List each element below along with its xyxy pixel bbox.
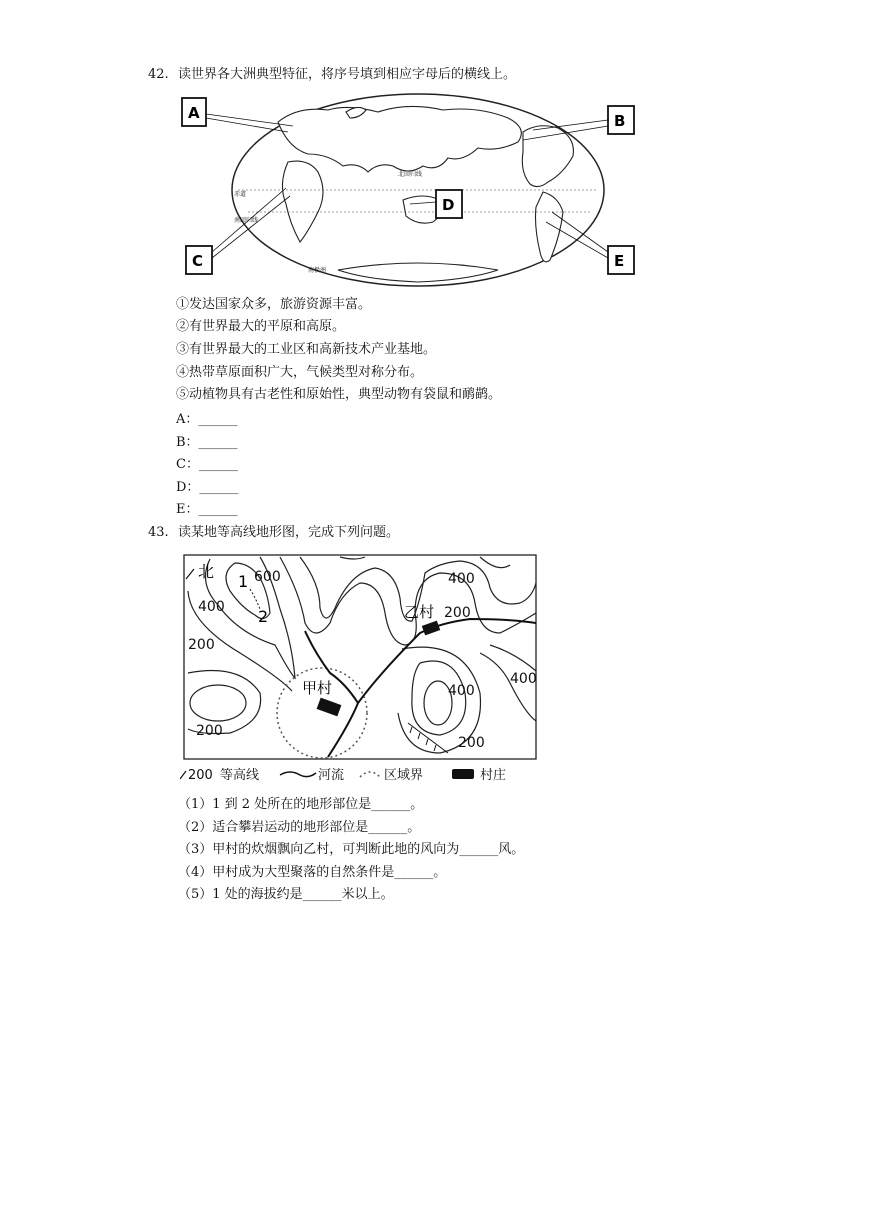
world-map-figure [178, 92, 640, 288]
map-label-e: E [614, 252, 625, 270]
legend-boundary-label: 区域界 [384, 768, 424, 783]
legend-village-label: 村庄 [480, 768, 507, 783]
answer-e[interactable]: E：______ [176, 502, 238, 517]
q43-sub-2[interactable]: （2）适合攀岩运动的地形部位是______。 [178, 820, 421, 835]
q43-sub-4[interactable]: （4）甲村成为大型聚落的自然条件是______。 [178, 865, 447, 880]
tropic-n-label: 北回归线 [398, 171, 423, 178]
contour-200-se: 200 [458, 735, 485, 751]
equator-label: 赤道 [234, 191, 247, 198]
answer-a[interactable]: A：______ [176, 412, 238, 427]
q43-prompt: 读某地等高线地形图，完成下列问题。 [178, 525, 400, 540]
tropic-s-label: 南回归线 [234, 217, 259, 224]
answer-c[interactable]: C：______ [176, 457, 238, 472]
contour-200-sw: 200 [196, 723, 223, 739]
answer-b[interactable]: B：______ [176, 435, 238, 450]
village-jia-label: 甲村 [302, 679, 333, 697]
feature-2: ②有世界最大的平原和高原。 [176, 319, 346, 334]
contour-400-se: 400 [448, 683, 475, 699]
feature-3: ③有世界最大的工业区和高新技术产业基地。 [176, 342, 437, 357]
contour-200-ne: 200 [444, 605, 471, 621]
q43-sub-5[interactable]: （5）1 处的海拔约是______米以上。 [178, 887, 394, 902]
point-1-label: 1 [238, 572, 249, 591]
legend-river-label: 河流 [318, 768, 345, 783]
contour-400-nw: 400 [198, 599, 225, 615]
map-label-c: C [192, 252, 204, 270]
feature-1: ①发达国家众多，旅游资源丰富。 [176, 297, 372, 312]
contour-600: 600 [254, 569, 281, 585]
q43-number: 43. [148, 525, 169, 540]
point-2-label: 2 [258, 607, 269, 626]
contour-400-ne: 400 [448, 571, 475, 587]
q43-sub-3[interactable]: （3）甲村的炊烟飘向乙村，可判断此地的风向为______风。 [178, 842, 525, 857]
contour-map-figure [180, 553, 542, 789]
village-yi-label: 乙村 [404, 603, 435, 621]
map-label-d: D [442, 196, 455, 214]
legend-contour-label: 等高线 [220, 768, 260, 783]
north-label: 北 [198, 562, 215, 581]
feature-4: ④热带草原面积广大，气候类型对称分布。 [176, 365, 424, 380]
map-label-b: B [614, 112, 626, 130]
answer-d[interactable]: D：______ [176, 480, 239, 495]
contour-200-w: 200 [188, 637, 215, 653]
q42-prompt: 读世界各大洲典型特征，将序号填到相应字母后的横线上。 [178, 67, 517, 82]
map-label-a: A [188, 104, 200, 122]
feature-5: ⑤动植物具有古老性和原始性，典型动物有袋鼠和鸸鹋。 [176, 387, 502, 402]
q43-sub-1[interactable]: （1）1 到 2 处所在的地形部位是______。 [178, 797, 424, 812]
contour-400-e: 400 [510, 671, 537, 687]
q42-number: 42. [148, 67, 169, 82]
antarctic-label: 南极洲 [308, 267, 327, 274]
legend-contour-value: 200 [188, 768, 213, 783]
